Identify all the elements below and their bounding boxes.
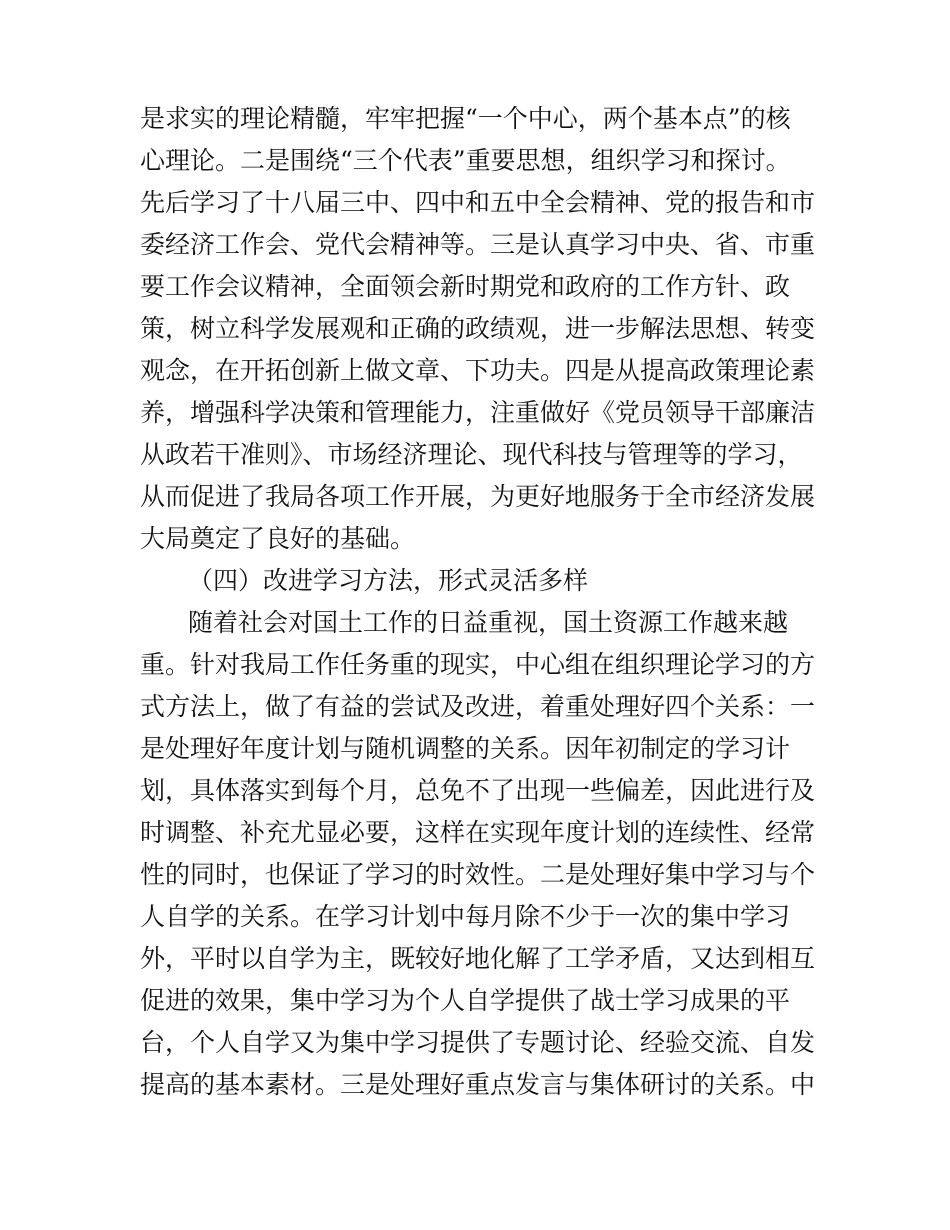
text-line: 策，树立科学发展观和正确的政绩观，进一步解法思想、转变 bbox=[140, 314, 816, 343]
text-line: 划，具体落实到每个月，总免不了出现一些偏差，因此进行及 bbox=[140, 776, 816, 805]
text-line: 式方法上，做了有益的尝试及改进，着重处理好四个关系：一 bbox=[140, 692, 816, 721]
text-line: 外，平时以自学为主，既较好地化解了工学矛盾，又达到相互 bbox=[140, 944, 816, 973]
text-line: 是求实的理论精髓，牢牢把握“一个中心，两个基本点”的核 bbox=[140, 104, 791, 133]
text-line: 从而促进了我局各项工作开展，为更好地服务于全市经济发展 bbox=[140, 482, 816, 511]
text-line: 要工作会议精神，全面领会新时期党和政府的工作方针、政 bbox=[140, 272, 791, 301]
text-line: 性的同时，也保证了学习的时效性。二是处理好集中学习与个 bbox=[140, 860, 816, 889]
text-line: 先后学习了十八届三中、四中和五中全会精神、党的报告和市 bbox=[140, 188, 816, 217]
text-line: 委经济工作会、党代会精神等。三是认真学习中央、省、市重 bbox=[140, 230, 816, 259]
text-line: 时调整、补充尤显必要，这样在实现年度计划的连续性、经常 bbox=[140, 818, 816, 847]
text-line: 台，个人自学又为集中学习提供了专题讨论、经验交流、自发 bbox=[140, 1028, 816, 1057]
text-line: 观念，在开拓创新上做文章、下功夫。四是从提高政策理论素 bbox=[140, 356, 816, 385]
text-line: 是处理好年度计划与随机调整的关系。因年初制定的学习计 bbox=[140, 734, 791, 763]
text-line: 重。针对我局工作任务重的现实，中心组在组织理论学习的方 bbox=[140, 650, 816, 679]
text-line: 养，增强科学决策和管理能力，注重做好《党员领导干部廉洁 bbox=[140, 398, 816, 427]
text-line: 促进的效果，集中学习为个人自学提供了战士学习成果的平 bbox=[140, 986, 791, 1015]
section-heading: （四）改进学习方法，形式灵活多样 bbox=[188, 566, 589, 595]
text-line: 心理论。二是围绕“三个代表”重要思想，组织学习和探讨。 bbox=[140, 146, 791, 175]
text-line: 人自学的关系。在学习计划中每月除不少于一次的集中学习 bbox=[140, 902, 791, 931]
paragraph-start: 随着社会对国土工作的日益重视，国土资源工作越来越 bbox=[188, 608, 789, 637]
text-line: 大局奠定了良好的基础。 bbox=[140, 524, 416, 553]
body-text bbox=[140, 98, 820, 1106]
text-line: 从政若干准则》、市场经济理论、现代科技与管理等的学习， bbox=[140, 440, 803, 469]
text-line: 提高的基本素材。三是处理好重点发言与集体研讨的关系。中 bbox=[140, 1070, 816, 1099]
